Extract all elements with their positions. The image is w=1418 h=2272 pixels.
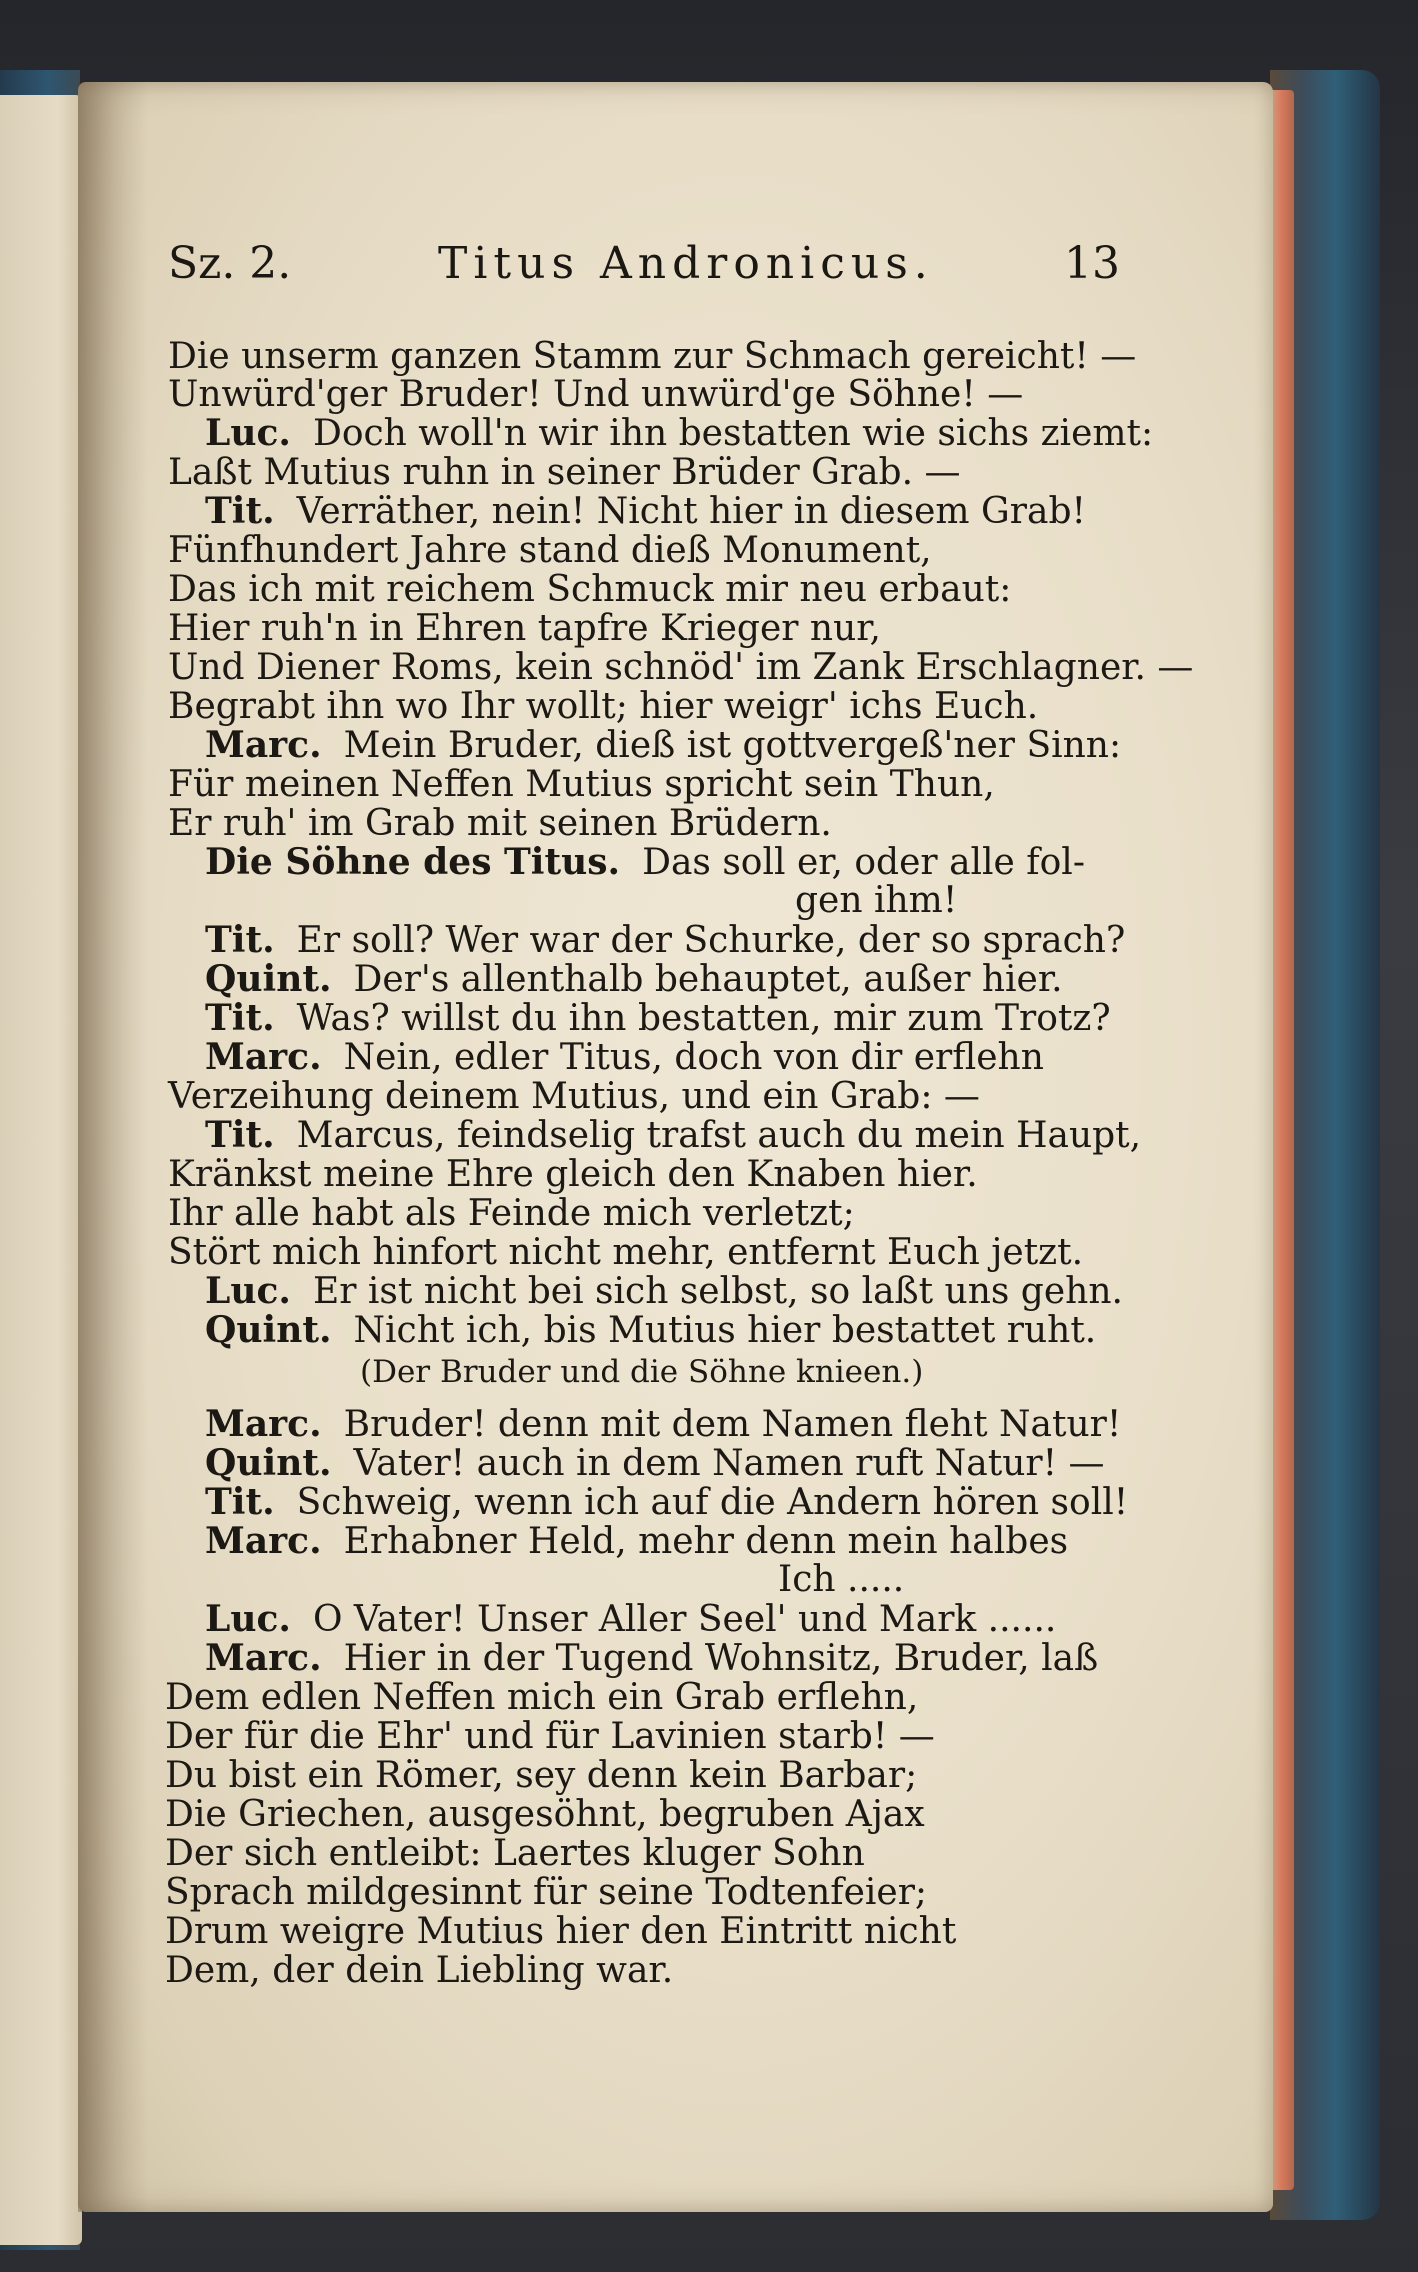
verse-line: Hier ruh'n in Ehren tapfre Krieger nur,: [168, 608, 881, 649]
speaker-name: Tit.: [205, 997, 275, 1039]
scene-marker: Sz. 2.: [168, 238, 292, 289]
verse-line: Dem, der dein Liebling war.: [165, 1950, 674, 1991]
stage-direction: (Der Bruder und die Söhne knieen.): [360, 1354, 924, 1390]
speech-line: Quint. Nicht ich, bis Mutius hier bestattet ruht.: [205, 1309, 1097, 1351]
verse-line: Fünfhundert Jahre stand dieß Monument,: [168, 530, 932, 571]
speech-line: Tit. Er soll? Wer war der Schurke, der so sprach?: [205, 919, 1126, 961]
verse-line: Kränkst meine Ehre gleich den Knaben hier.: [168, 1154, 978, 1195]
verse-line: Der sich entleibt: Laertes kluger Sohn: [165, 1833, 865, 1874]
speech-line: Tit. Was? willst du ihn bestatten, mir zum Trotz?: [205, 997, 1111, 1039]
verse-line: Und Diener Roms, kein schnöd' im Zank Erschlagner. —: [168, 647, 1194, 688]
verse-line: Du bist ein Römer, sey denn kein Barbar;: [165, 1755, 918, 1796]
speaker-name: Tit.: [205, 1481, 275, 1523]
speech-line: Luc. Doch woll'n wir ihn bestatten wie sichs ziemt:: [205, 412, 1154, 454]
speech-line: Marc. Nein, edler Titus, doch von dir erflehn: [205, 1036, 1044, 1078]
speech-line: Marc. Erhabner Held, mehr denn mein halbes: [205, 1520, 1069, 1562]
speech-line: Tit. Schweig, wenn ich auf die Andern hören soll!: [205, 1481, 1129, 1523]
speaker-name: Luc.: [205, 412, 291, 454]
speech-line: Quint. Der's allenthalb behauptet, außer hier.: [205, 958, 1063, 1000]
verse-line: Sprach mildgesinnt für seine Todtenfeier;: [165, 1872, 928, 1913]
speaker-name: Tit.: [205, 1114, 275, 1156]
verse-line: Die Griechen, ausgesöhnt, begruben Ajax: [165, 1794, 925, 1835]
speaker-name: Marc.: [205, 1637, 322, 1679]
play-title: Titus Andronicus.: [438, 238, 934, 289]
speaker-name: Marc.: [205, 1036, 322, 1078]
verse-line: Die unserm ganzen Stamm zur Schmach gereicht! —: [168, 336, 1137, 377]
verse-line: Begrabt ihn wo Ihr wollt; hier weigr' ichs Euch.: [168, 686, 1039, 727]
verse-line: Verzeihung deinem Mutius, und ein Grab: —: [168, 1076, 980, 1117]
speaker-name: Quint.: [205, 1442, 332, 1484]
speech-line: Tit. Marcus, feindselig trafst auch du mein Haupt,: [205, 1114, 1142, 1156]
speaker-name: Quint.: [205, 958, 332, 1000]
verse-line: Der für die Ehr' und für Lavinien starb! —: [165, 1716, 935, 1757]
verse-line-continuation: gen ihm!: [795, 880, 958, 921]
verse-line: Das ich mit reichem Schmuck mir neu erbaut:: [168, 569, 1012, 610]
verse-line: Drum weigre Mutius hier den Eintritt nicht: [165, 1911, 957, 1952]
speech-line: Luc. Er ist nicht bei sich selbst, so laßt uns gehn.: [205, 1270, 1123, 1312]
speaker-name: Die Söhne des Titus.: [205, 841, 621, 883]
page-number: 13: [1064, 238, 1120, 289]
verse-line: Für meinen Neffen Mutius spricht sein Thun,: [168, 764, 995, 805]
speaker-name: Luc.: [205, 1270, 291, 1312]
speech-line: Marc. Bruder! denn mit dem Namen fleht Natur!: [205, 1403, 1122, 1445]
verse-line-continuation: Ich .....: [778, 1559, 905, 1600]
speaker-name: Tit.: [205, 490, 275, 532]
speech-line: Marc. Hier in der Tugend Wohnsitz, Bruder, laß: [205, 1637, 1099, 1679]
speech-line: Tit. Verräther, nein! Nicht hier in diesem Grab!: [205, 490, 1086, 532]
verse-line: Stört mich hinfort nicht mehr, entfernt Euch jetzt.: [168, 1232, 1084, 1273]
speech-line: Marc. Mein Bruder, dieß ist gottvergeß'ner Sinn:: [205, 724, 1122, 766]
verse-line: Ihr alle habt als Feinde mich verletzt;: [168, 1193, 855, 1234]
speaker-name: Quint.: [205, 1309, 332, 1351]
speaker-name: Luc.: [205, 1598, 291, 1640]
speech-line: Luc. O Vater! Unser Aller Seel' und Mark ......: [205, 1598, 1057, 1640]
verse-line: Er ruh' im Grab mit seinen Brüdern.: [168, 803, 832, 844]
verse-line: Dem edlen Neffen mich ein Grab erflehn,: [165, 1677, 919, 1718]
verse-line: Laßt Mutius ruhn in seiner Brüder Grab. —: [168, 452, 961, 493]
speech-line: Quint. Vater! auch in dem Namen ruft Natur! —: [205, 1442, 1105, 1484]
speech-line: Die Söhne des Titus. Das soll er, oder alle fol-: [205, 841, 1085, 883]
speaker-name: Marc.: [205, 1403, 322, 1445]
speaker-name: Marc.: [205, 724, 322, 766]
verse-line: Unwürd'ger Bruder! Und unwürd'ge Söhne! —: [168, 374, 1024, 415]
speaker-name: Tit.: [205, 919, 275, 961]
speaker-name: Marc.: [205, 1520, 322, 1562]
